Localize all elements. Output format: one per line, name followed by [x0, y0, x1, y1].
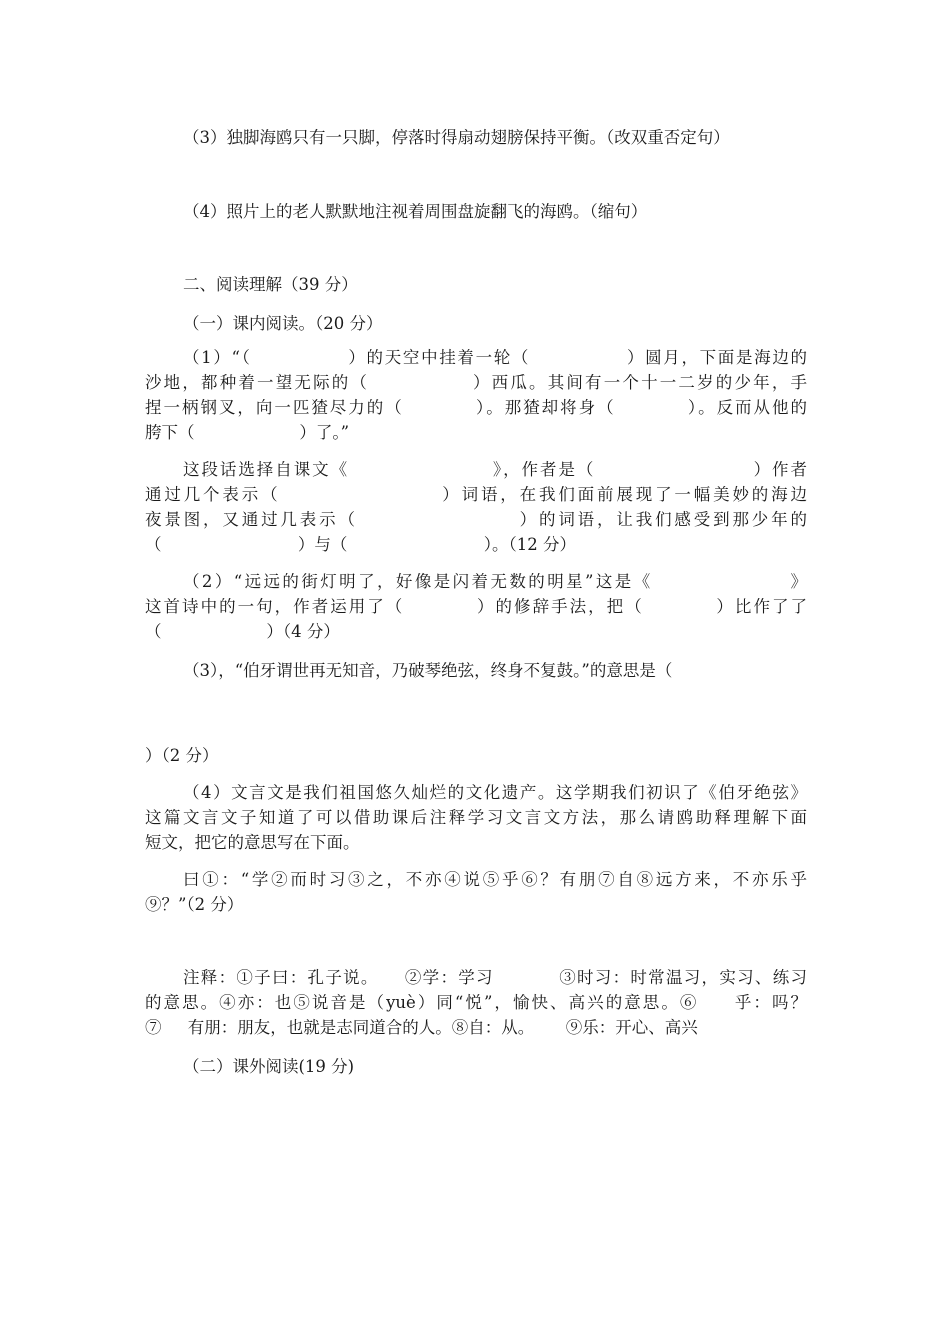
- question-3-boya: （3），“伯牙谓世再无知音，乃破琴绝弦，终身不复鼓。”的意思是（: [183, 661, 673, 680]
- poem-question-line: 这首诗中的一句，作者运用了（ ）的修辞手法，把（ ）比作了了: [145, 597, 807, 616]
- passage-1-line: 沙地，都种着一望无际的（ ）西瓜。其间有一个十一二岁的少年，手: [145, 373, 807, 392]
- classical-text-line: 曰①：“学②而时习③之，不亦④说⑤乎⑥？有朋⑦自⑧远方来，不亦乐乎: [183, 870, 807, 889]
- poem-question-line: （ ）（4 分）: [145, 622, 340, 641]
- question-3: （3）独脚海鸥只有一只脚，停落时得扇动翅膀保持平衡。（改双重否定句）: [183, 128, 730, 147]
- question-4: （4）照片上的老人默默地注视着周围盘旋翻飞的海鸥。（缩句）: [183, 202, 648, 221]
- section-2-title: 二、阅读理解（39 分）: [183, 275, 358, 294]
- annotation-line: ⑦ 有朋：朋友，也就是志同道合的人。⑧自：从。 ⑨乐：开心、高兴: [145, 1018, 698, 1037]
- poem-question-line: （2）“远远的街灯明了，好像是闪着无数的明星”这是《 》: [183, 572, 807, 591]
- part-1-title: （一）课内阅读。（20 分）: [183, 314, 383, 333]
- passage-1-question-line: 通过几个表示（ ）词语，在我们面前展现了一幅美妙的海边: [145, 485, 807, 504]
- passage-1-question-line: 这段话选择自课文《 》，作者是（ ）作者: [183, 460, 807, 479]
- passage-1-question-line: 夜景图，又通过几表示（ ）的词语，让我们感受到那少年的: [145, 510, 807, 529]
- classical-text-line: ⑨？”（2 分）: [145, 895, 244, 914]
- classical-intro-line: 短文，把它的意思写在下面。: [145, 833, 360, 852]
- part-2-title: （二）课外阅读(19 分): [183, 1057, 355, 1076]
- passage-1-line: （1）“（ ）的天空中挂着一轮（ ）圆月，下面是海边的: [183, 348, 807, 367]
- annotation-line: 注释：①子曰：孔子说。 ②学：学习 ③时习：时常温习，实习、练习: [183, 968, 807, 987]
- passage-1-line: 捏一柄钢叉，向一匹猹尽力的（ ）。那猹却将身（ ）。反而从他的: [145, 398, 807, 417]
- classical-intro-line: 这篇文言文子知道了可以借助课后注释学习文言文方法，那么请鸥助释理解下面: [145, 808, 807, 827]
- passage-1-question-line: （ ）与（ ）。（12 分）: [145, 535, 576, 554]
- passage-1-line: 胯下（ ）了。”: [145, 423, 350, 442]
- classical-intro-line: （4）文言文是我们祖国悠久灿烂的文化遗产。这学期我们初识了《伯牙绝弦》: [183, 783, 807, 802]
- question-3-boya-points: ）（2 分）: [145, 746, 219, 765]
- annotation-line: 的意思。④亦：也⑤说音是（yuè）同“悦”，愉快、高兴的意思。⑥ 乎：吗？: [145, 993, 807, 1012]
